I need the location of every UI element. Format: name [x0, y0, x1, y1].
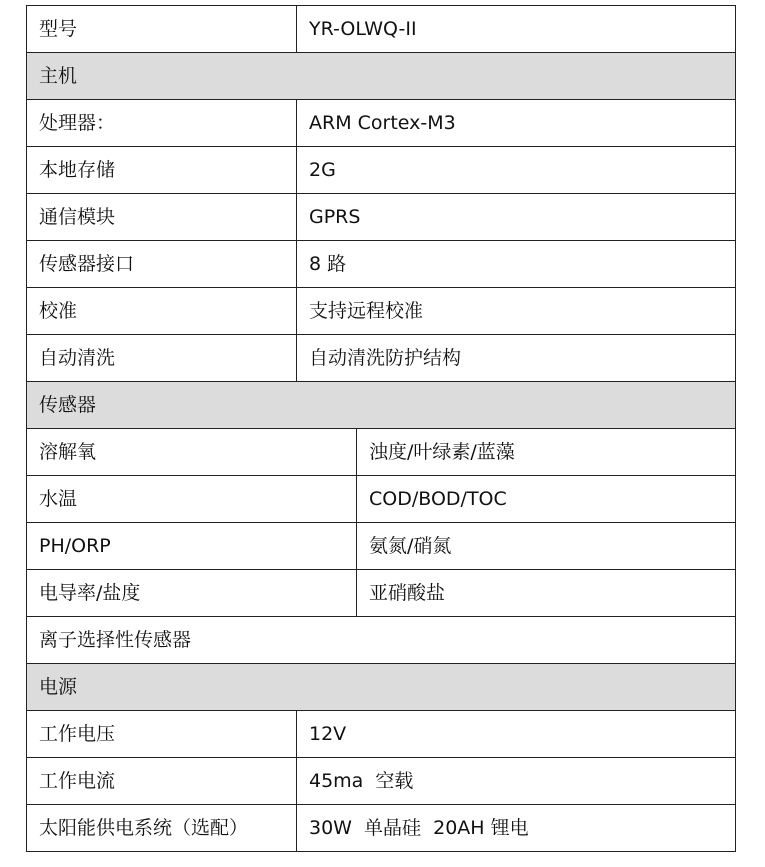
solar-label: 太阳能供电系统（选配）: [27, 805, 297, 852]
sensor-row: [27, 429, 736, 476]
sensor-row: [27, 523, 736, 570]
sensor-left: 水温: [27, 476, 357, 523]
processor-label: 处理器：: [27, 100, 297, 147]
sensor-left: 溶解氧: [27, 429, 357, 476]
calibration-label: 校准: [27, 288, 297, 335]
host-row-storage: [27, 147, 736, 194]
model-value: YR-OLWQ-II: [297, 6, 736, 53]
power-row-current: [27, 758, 736, 805]
host-row-auto-clean: [27, 335, 736, 382]
host-row-sensor-interface: [27, 241, 736, 288]
voltage-value: 12V: [297, 711, 736, 758]
sensor-left: 电导率/盐度: [27, 570, 357, 617]
voltage-label: 工作电压: [27, 711, 297, 758]
auto-clean-value: 自动清洗防护结构: [297, 335, 736, 382]
model-row: [27, 6, 736, 53]
host-row-calibration: [27, 288, 736, 335]
current-value: 45ma 空载: [297, 758, 736, 805]
host-section-title: 主机: [27, 53, 736, 100]
sensor-left: PH/ORP: [27, 523, 357, 570]
sensor-right: 浊度/叶绿素/蓝藻: [357, 429, 736, 476]
sensor-right: 氨氮/硝氮: [357, 523, 736, 570]
calibration-value: 支持远程校准: [297, 288, 736, 335]
current-label: 工作电流: [27, 758, 297, 805]
power-section-header: [27, 664, 736, 711]
spec-table: [26, 5, 736, 852]
power-section-title: 电源: [27, 664, 736, 711]
sensor-row: [27, 476, 736, 523]
solar-value: 30W 单晶硅 20AH 锂电: [297, 805, 736, 852]
storage-value: 2G: [297, 147, 736, 194]
host-row-comm: [27, 194, 736, 241]
sensor-interface-value: 8 路: [297, 241, 736, 288]
auto-clean-label: 自动清洗: [27, 335, 297, 382]
storage-label: 本地存储: [27, 147, 297, 194]
sensors-section-title: 传感器: [27, 382, 736, 429]
model-label: 型号: [27, 6, 297, 53]
power-row-solar: [27, 805, 736, 852]
ion-selective-sensor: 离子选择性传感器: [27, 617, 736, 664]
host-section-header: [27, 53, 736, 100]
comm-module-value: GPRS: [297, 194, 736, 241]
sensor-row: [27, 570, 736, 617]
power-row-voltage: [27, 711, 736, 758]
sensor-interface-label: 传感器接口: [27, 241, 297, 288]
sensor-right: 亚硝酸盐: [357, 570, 736, 617]
sensor-right: COD/BOD/TOC: [357, 476, 736, 523]
sensor-full-row: [27, 617, 736, 664]
sensors-section-header: [27, 382, 736, 429]
host-row-processor: [27, 100, 736, 147]
comm-module-label: 通信模块: [27, 194, 297, 241]
processor-value: ARM Cortex-M3: [297, 100, 736, 147]
